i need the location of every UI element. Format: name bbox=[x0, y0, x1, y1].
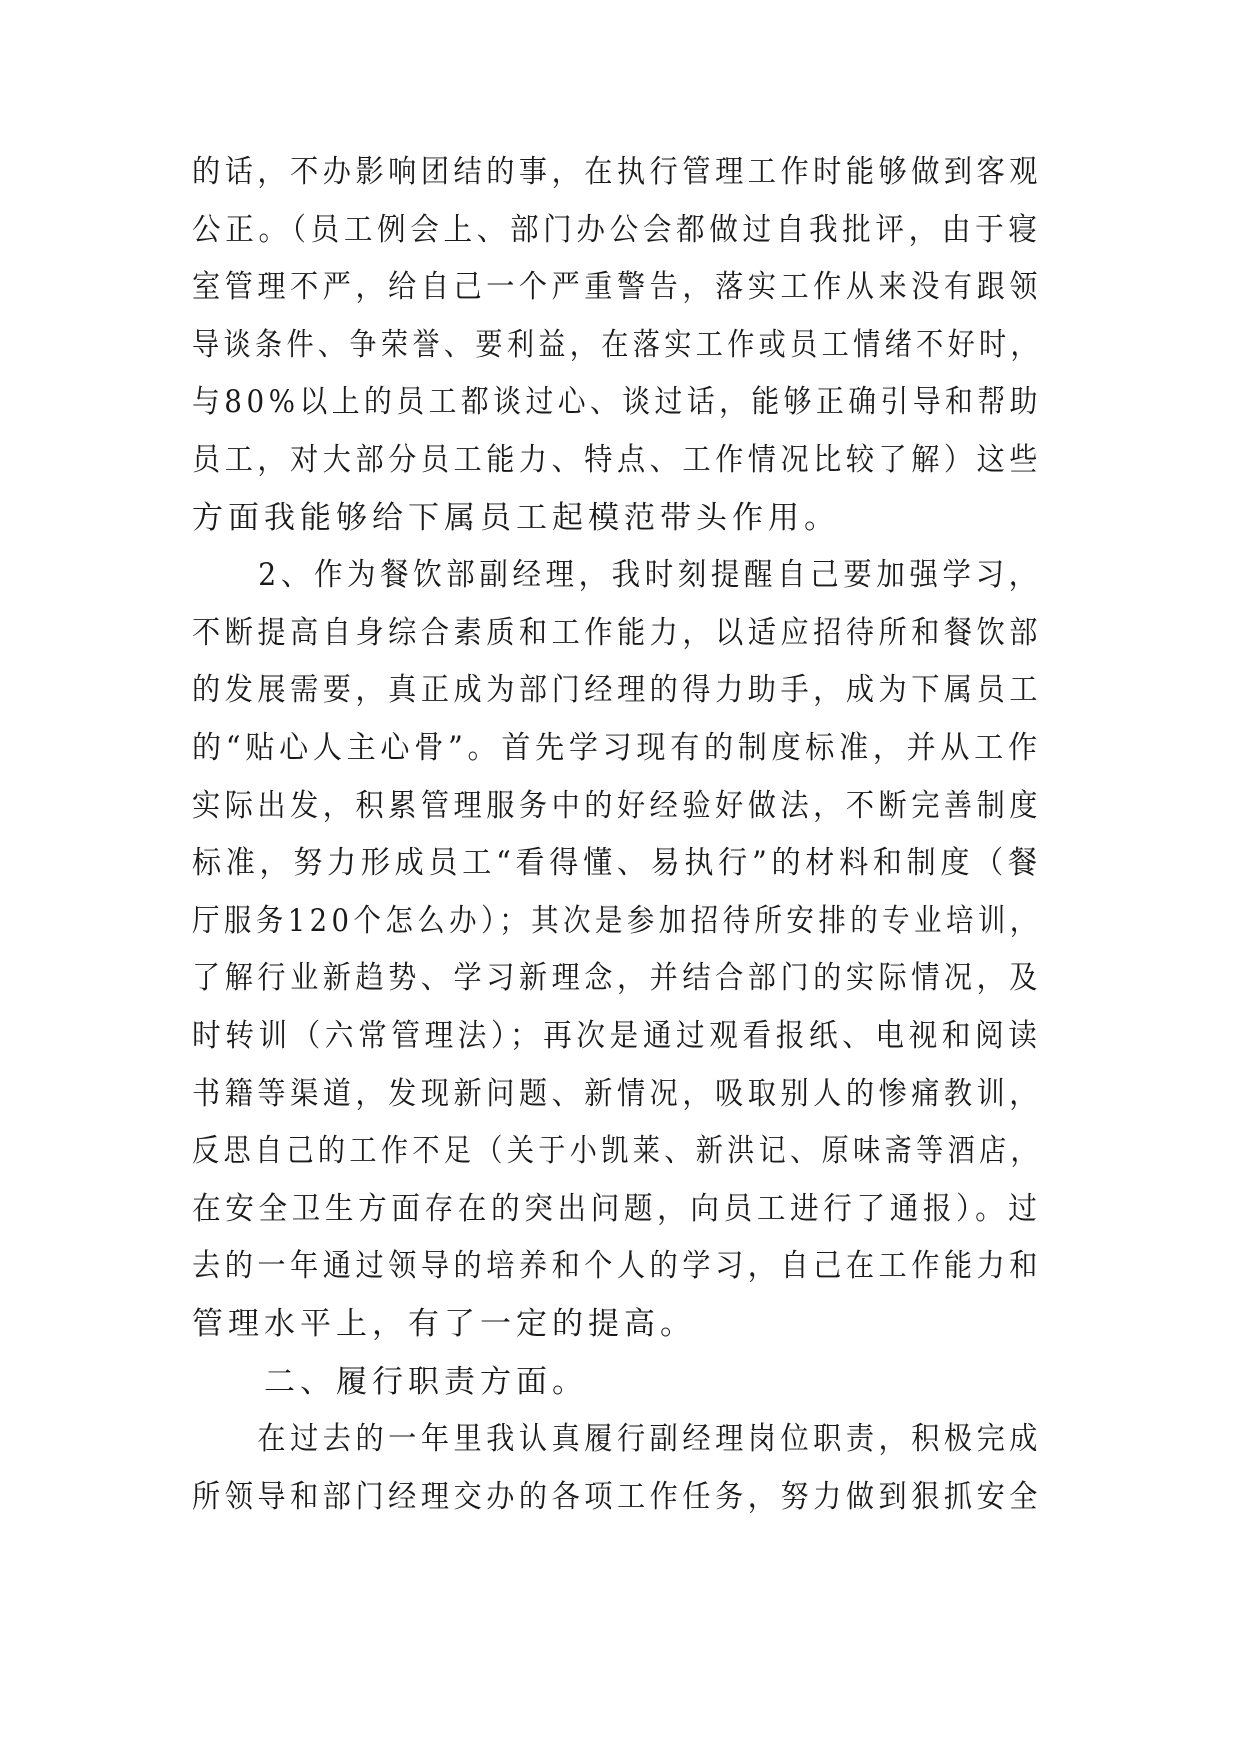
text-line: 与80%以上的员工都谈过心、谈过话，能够正确引导和帮助 bbox=[192, 384, 1042, 421]
text-line: 时转训（六常管理法）；再次是通过观看报纸、电视和阅读 bbox=[192, 1018, 1042, 1054]
text-line: 去的一年通过领导的培养和个人的学习，自己在工作能力和 bbox=[192, 1248, 1042, 1285]
text-line: 管理水平上，有了一定的提高。 bbox=[192, 1306, 696, 1342]
text-line: 在安全卫生方面存在的突出问题，向员工进行了通报）。过 bbox=[192, 1190, 1042, 1227]
text-line: 的“贴心人主心骨”。首先学习现有的制度标准，并从工作 bbox=[192, 730, 1042, 766]
text-line: 2、作为餐饮部副经理，我时刻提醒自己要加强学习， bbox=[192, 557, 1042, 594]
text-line: 厅服务120个怎么办）；其次是参加招待所安排的专业培训， bbox=[192, 902, 1042, 939]
text-line: 室管理不严，给自己一个严重警告，落实工作从来没有跟领 bbox=[192, 269, 1042, 306]
text-line: 书籍等渠道，发现新问题、新情况，吸取别人的惨痛教训， bbox=[192, 1075, 1042, 1112]
text-line: 方面我能够给下属员工起模范带头作用。 bbox=[192, 499, 840, 536]
text-line: 在过去的一年里我认真履行副经理岗位职责，积极完成 bbox=[192, 1421, 1042, 1458]
text-line: 导谈条件、争荣誉、要利益，在落实工作或员工情绪不好时， bbox=[192, 326, 1043, 363]
text-line: 了解行业新趋势、学习新理念，并结合部门的实际情况，及 bbox=[192, 960, 1042, 997]
text-line: 实际出发，积累管理服务中的好经验好做法，不断完善制度 bbox=[192, 787, 1042, 824]
text-line: 的发展需要，真正成为部门经理的得力助手，成为下属员工 bbox=[192, 672, 1042, 709]
text-line: 二、履行职责方面。 bbox=[192, 1363, 588, 1400]
text-line: 所领导和部门经理交办的各项工作任务，努力做到狠抓安全 bbox=[192, 1478, 1042, 1515]
text-line: 不断提高自身综合素质和工作能力，以适应招待所和餐饮部 bbox=[192, 614, 1042, 651]
text-line: 员工，对大部分员工能力、特点、工作情况比较了解）这些 bbox=[192, 442, 1042, 478]
text-line: 公正。（员工例会上、部门办公会都做过自我批评，由于寝 bbox=[192, 211, 1042, 248]
text-line: 的话，不办影响团结的事，在执行管理工作时能够做到客观 bbox=[192, 154, 1042, 190]
text-line: 反思自己的工作不足（关于小凯莱、新洪记、原味斋等酒店， bbox=[192, 1133, 1043, 1170]
text-line: 标准，努力形成员工“看得懂、易执行”的材料和制度（餐 bbox=[192, 845, 1042, 882]
